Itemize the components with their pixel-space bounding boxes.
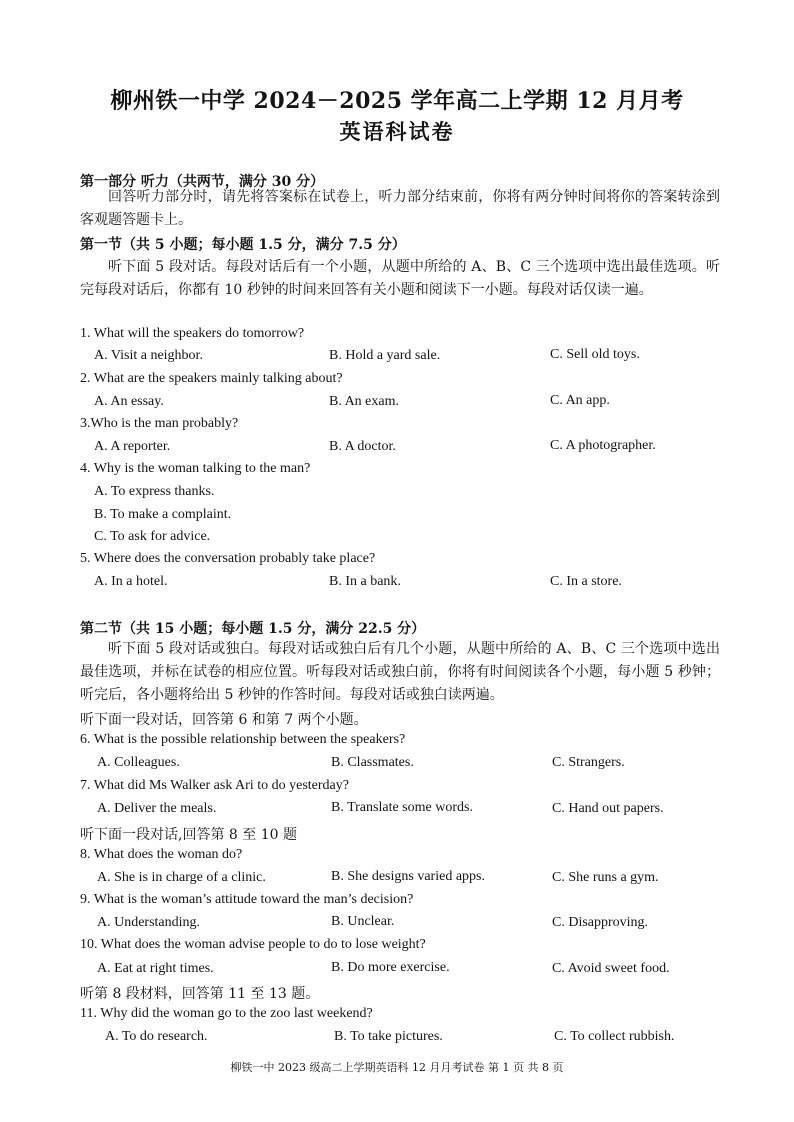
question-5: 5. Where does the conversation probably take place?	[80, 551, 376, 566]
question-8: 8. What does the woman do?	[80, 847, 243, 862]
question-2: 2. What are the speakers mainly talking about?	[80, 371, 343, 386]
q3-option-a: A. A reporter.	[94, 439, 171, 454]
q8-option-b: B. She designs varied apps.	[331, 869, 485, 884]
question-10: 10. What does the woman advise people to do to lose weight?	[80, 937, 426, 952]
question-11: 11. Why did the woman go to the zoo last weekend?	[80, 1006, 373, 1021]
q11-option-a: A. To do research.	[105, 1029, 208, 1044]
question-3: 3.Who is the man probably?	[80, 416, 239, 431]
q10-option-b: B. Do more exercise.	[331, 960, 450, 975]
q6-option-c: C. Strangers.	[552, 755, 625, 770]
q2-option-c: C. An app.	[550, 393, 610, 408]
q1-option-c: C. Sell old toys.	[550, 347, 640, 362]
q6-option-b: B. Classmates.	[331, 755, 414, 770]
question-9: 9. What is the woman’s attitude toward the man’s decision?	[80, 892, 414, 907]
section2-header: 第二节（共 15 小题；每小题 1.5 分，满分 22.5 分）	[80, 621, 426, 637]
page-footer: 柳铁一中 2023 级高二上学期英语科 12 月月考试卷 第 1 页 共 8 页	[230, 1061, 564, 1074]
part1-instruction: 回答听力部分时，请先将答案标在试卷上，听力部分结束前，你将有两分钟时间将你的答案转涂到客观题答题卡上。	[80, 189, 720, 228]
q8-option-a: A. She is in charge of a clinic.	[97, 870, 266, 885]
exam-subtitle: 英语科试卷	[339, 119, 455, 144]
q3-option-c: C. A photographer.	[550, 438, 656, 453]
section1-instruction: 听下面 5 段对话。每段对话后有一个小题，从题中所给的 A、B、C 三个选项中选出最佳选项。听完每段对话后，你都有 10 秒钟的时间来回答有关小题和阅读下一小题。每段对话仅读一遍。	[80, 259, 720, 298]
q5-option-a: A. In a hotel.	[94, 574, 168, 589]
q1-option-b: B. Hold a yard sale.	[329, 348, 441, 363]
q2-option-a: A. An essay.	[94, 394, 164, 409]
q9-option-c: C. Disapproving.	[552, 915, 649, 930]
q4-option-a: A. To express thanks.	[94, 484, 215, 499]
q1-option-a: A. Visit a neighbor.	[94, 348, 203, 363]
q4-option-b: B. To make a complaint.	[94, 507, 232, 522]
q5-option-c: C. In a store.	[550, 574, 622, 589]
section2-note-2: 听下面一段对话,回答第 8 至 10 题	[80, 827, 297, 843]
exam-title: 柳州铁一中学 2024－2025 学年高二上学期 12 月月考	[110, 88, 684, 114]
section2-note-3: 听第 8 段材料，回答第 11 至 13 题。	[80, 986, 320, 1002]
q11-option-c: C. To collect rubbish.	[554, 1029, 675, 1044]
section2-note-1: 听下面一段对话，回答第 6 和第 7 两个小题。	[80, 712, 368, 728]
q9-option-b: B. Unclear.	[331, 914, 395, 929]
part1-header: 第一部分 听力（共两节，满分 30 分）	[80, 174, 325, 190]
q7-option-a: A. Deliver the meals.	[97, 801, 217, 816]
question-4: 4. Why is the woman talking to the man?	[80, 461, 311, 476]
question-6: 6. What is the possible relationship between the speakers?	[80, 732, 406, 747]
q10-option-c: C. Avoid sweet food.	[552, 961, 670, 976]
section2-instruction: 听下面 5 段对话或独白。每段对话或独白后有几个小题，从题中所给的 A、B、C 三个选项中选出最佳选项，并标在试卷的相应位置。听每段对话或独白前，你将有时间阅读各个小题，每小题 5 秒钟；听完后，各小题将给出 5 秒钟的作答时间。每段对话或独白读两遍。	[80, 641, 720, 703]
q3-option-b: B. A doctor.	[329, 439, 396, 454]
q4-option-c: C. To ask for advice.	[94, 529, 211, 544]
question-1: 1. What will the speakers do tomorrow?	[80, 326, 305, 341]
q11-option-b: B. To take pictures.	[334, 1029, 443, 1044]
q10-option-a: A. Eat at right times.	[97, 961, 214, 976]
question-7: 7. What did Ms Walker ask Ari to do yesterday?	[80, 778, 349, 793]
q7-option-c: C. Hand out papers.	[552, 801, 664, 816]
q7-option-b: B. Translate some words.	[331, 800, 473, 815]
q9-option-a: A. Understanding.	[97, 915, 201, 930]
q8-option-c: C. She runs a gym.	[552, 870, 659, 885]
q6-option-a: A. Colleagues.	[97, 755, 180, 770]
q5-option-b: B. In a bank.	[329, 574, 401, 589]
q2-option-b: B. An exam.	[329, 394, 399, 409]
section1-header: 第一节（共 5 小题；每小题 1.5 分，满分 7.5 分）	[80, 237, 406, 253]
